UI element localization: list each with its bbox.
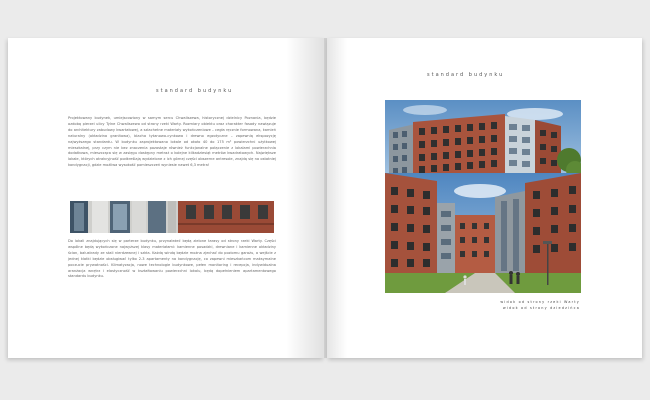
caption-courtyard-view: widok od strony dziedzińca (502, 306, 580, 310)
left-page-gutter-shadow (286, 38, 324, 358)
right-page-gutter-shadow (327, 38, 347, 358)
courtyard-view-rendering (385, 173, 581, 293)
right-page-heading: standard budynku (427, 72, 505, 78)
left-page-paragraph-2: Do lokali znajdujących się w parterze budynku, przynależeć będą zielone tarasy od strony rzeki Warty. Części wspólne będą wykończone najwyższej klasy materiałami: kamienne posadzki, drewniane i kamienne okładziny ścian, balustrady ze stali nierdzewnej i szkła. Każdą windą będzie można zjechać do poziomu garażu, a wejście z jednej klatki będzie obsługiwać tylko 2-3 apartamenty na kondygnację, co zapewni mieszkańcom maksymalne poczucie prywatności. Klimatyzacja, nowe technologie budynkowe, pełen monitoring i recepcja, indywidualna aranżacja wnętrz i elastyczność w kształtowaniu powierzchni lokalu, będą dopełnieniem apartamentowego standardu budynku. (68, 239, 276, 279)
left-page-paragraph-1: Projektowany budynek, umiejscowiony w samym sercu Chwaliszewa, historycznej dzielnicy Poznania, będzie ozdobą pierzei ulicy Tylne Chwaliszewo od strony rzeki Warty. Rozmiary obiektu oraz charakter fasady nawiązuje do architektury zabudowy kwartałowej, a szlachetne materiały wykończeniowe – cegła ręcznie formowana, kamień naturalny (okładzina granitowa), blacha tytanowo-cynkowa i drewno egzotyczne – zapewnią ekspozycję najwyższego standardu. W budynku zaprojektowano lokale od około 40 do 175 m² powierzchni użytkowej mieszkalnej, przy czym nie bez znaczenia pozostaje również funkcjonalne połączenie z lokalami powierzchnia dodatkowa, mieszcząca się w zasięgu dostępny metraż o kolejne kilkadziesiąt metrów kwadratowych. Największe lokale, których atrakcyjność podkreślają wydzielone z ich górnej części obszerne antresole, znajdą się na ostatniej kondygnacji, gdzie możliwa wysokość pomieszczeń wyniesie nawet 6,3 metra! (68, 116, 276, 168)
left-page-heading: standard budynku (156, 88, 234, 94)
caption-river-view: widok od strony rzeki Warty (500, 300, 580, 304)
right-page (327, 38, 642, 358)
left-page (8, 38, 324, 358)
facade-detail-image (70, 201, 274, 233)
